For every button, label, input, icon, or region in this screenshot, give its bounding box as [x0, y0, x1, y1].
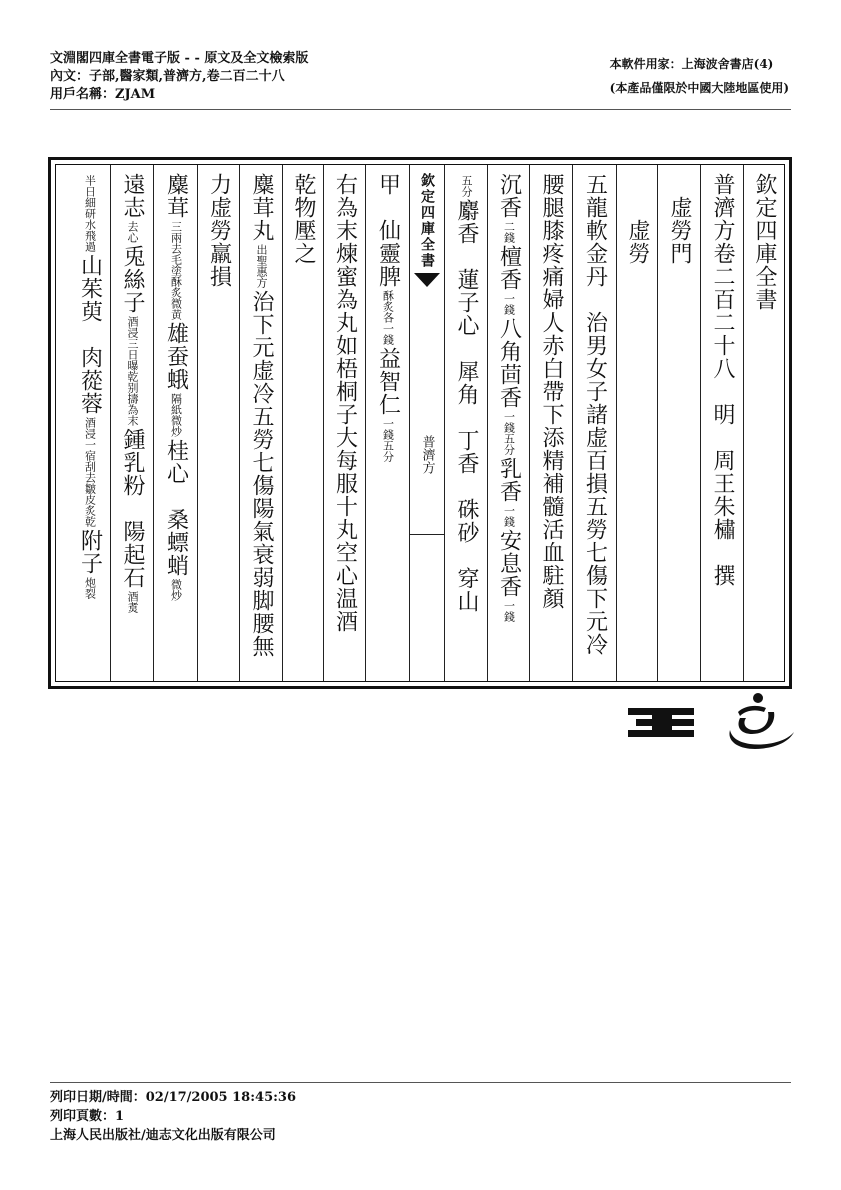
center-collection-title: 欽定四庫全書	[419, 173, 435, 269]
header-section: 內文：子部,醫家類,普濟方,卷二百二十八	[50, 69, 285, 84]
main-text: 治下元虚冷五勞七傷陽氣衰弱脚腰無	[249, 290, 274, 658]
text-column	[616, 165, 657, 681]
annotation-text: 出聖惠方	[255, 244, 268, 288]
text-column	[282, 165, 323, 681]
center-fold-column	[409, 165, 444, 681]
main-text: 普濟方卷二百二十八 明 周王朱橚 撰	[710, 173, 735, 587]
page-frame	[48, 157, 792, 689]
text-column	[529, 165, 572, 681]
main-text: 鍾乳粉 陽起石	[120, 428, 145, 589]
annotation-text: 隔紙微炒	[169, 393, 183, 437]
main-text: 腰腿膝疼痛婦人赤白帶下添精補髓活血駐顏	[539, 173, 564, 610]
text-column	[197, 165, 239, 681]
column-text	[709, 173, 735, 587]
column-text	[375, 173, 401, 464]
main-text: 益智仁	[375, 347, 401, 416]
column-text	[332, 173, 358, 633]
column-text	[496, 173, 522, 624]
text-column	[572, 165, 616, 681]
text-column	[110, 165, 153, 681]
text-column	[153, 165, 197, 681]
annotation-text: 一錢	[502, 505, 516, 527]
center-divider	[410, 534, 444, 535]
main-text: 附子	[77, 529, 103, 575]
publisher-logo	[626, 690, 796, 752]
text-column	[487, 165, 529, 681]
column-text	[163, 173, 189, 603]
main-text: 乳香	[496, 457, 522, 503]
annotation-text: 一錢五分	[381, 418, 395, 462]
main-text: 麋茸丸	[249, 173, 274, 242]
annotation-text: 酒浸一宿刮去皺皮炙乾	[83, 417, 97, 527]
header-left	[50, 50, 308, 104]
main-text: 乾物壓之	[291, 173, 316, 265]
main-text: 安息香	[496, 529, 522, 598]
column-text	[290, 173, 316, 265]
text-column	[69, 165, 110, 681]
main-text: 虚勞	[625, 173, 650, 265]
main-text: 虚勞門	[667, 173, 692, 265]
publisher-line: 上海人民出版社/迪志文化出版有限公司	[50, 1128, 276, 1143]
column-text	[77, 173, 103, 601]
text-columns	[55, 164, 785, 682]
annotation-text: 一錢	[502, 293, 516, 315]
annotation-text: 三兩去毛塗酥炙微黄	[169, 221, 183, 320]
print-page-count: 列印頁數：1	[50, 1109, 125, 1124]
text-column	[657, 165, 700, 681]
print-datetime: 列印日期/時間：02/17/2005 18:45:36	[50, 1090, 297, 1105]
annotation-text: 微炒	[169, 579, 183, 601]
column-text	[666, 173, 692, 265]
header-user: 用戶名稱：ZJAM	[50, 87, 156, 102]
main-text: 遠志	[120, 173, 145, 219]
annotation-text: 二錢	[502, 221, 516, 243]
header-right	[610, 52, 789, 100]
column-text	[453, 173, 479, 613]
annotation-text: 炮裂	[83, 577, 97, 599]
center-book-title: 普濟方	[419, 435, 435, 474]
header-region-note: (本產品僅限於中國大陸地區使用)	[609, 81, 789, 95]
annotation-text: 五分	[460, 175, 473, 197]
column-text	[119, 173, 145, 615]
main-text: 甲 仙靈脾	[375, 173, 401, 288]
annotation-text: 酒煑	[126, 591, 139, 613]
column-text	[206, 173, 232, 288]
text-column	[239, 165, 282, 681]
main-text: 雄蚕蛾	[163, 322, 189, 391]
main-text: 麝香 蓮子心 犀角 丁香 硃砂 穿山	[454, 199, 479, 613]
column-text	[538, 173, 564, 610]
text-column	[700, 165, 743, 681]
main-text: 山茱萸 肉蓯蓉	[77, 254, 103, 415]
text-column	[743, 165, 784, 681]
annotation-text: 去心	[126, 221, 139, 243]
main-text: 五龍軟金丹 治男女子諸虚百損五勞七傷下元冷	[582, 173, 608, 656]
text-column	[365, 165, 409, 681]
annotation-text: 一錢五分	[502, 411, 516, 455]
annotation-text: 一錢	[502, 600, 516, 622]
column-text	[751, 173, 777, 311]
column-text	[582, 173, 608, 656]
main-text: 沉香	[496, 173, 522, 219]
main-text: 桂心 桑螵蛸	[163, 439, 189, 577]
column-text	[248, 173, 274, 658]
annotation-text: 酥炙各一錢	[381, 290, 395, 345]
main-text: 麋茸	[163, 173, 189, 219]
main-text: 檀香	[496, 245, 522, 291]
footer-divider	[50, 1082, 791, 1083]
main-text: 力虚勞羸損	[206, 173, 232, 288]
main-text: 兎絲子	[120, 245, 145, 314]
main-text: 右為末煉蜜為丸如梧桐子大每服十丸空心温酒	[332, 173, 358, 633]
annotation-text: 酒浸三日曝乾别擣為末	[126, 316, 139, 426]
fishtail-mark-icon	[414, 273, 440, 287]
column-text	[624, 173, 650, 265]
header-divider	[50, 109, 791, 110]
main-text: 八角茴香	[496, 317, 522, 409]
header-licensee: 本軟件用家：上海波舍書店(4)	[609, 57, 774, 71]
text-column	[323, 165, 365, 681]
main-text: 欽定四庫全書	[752, 173, 777, 311]
text-column	[444, 165, 487, 681]
header-title: 文淵閣四庫全書電子版 - - 原文及全文檢索版	[50, 51, 309, 66]
footer	[50, 1088, 296, 1145]
annotation-text: 半日細研水飛過	[83, 175, 97, 252]
